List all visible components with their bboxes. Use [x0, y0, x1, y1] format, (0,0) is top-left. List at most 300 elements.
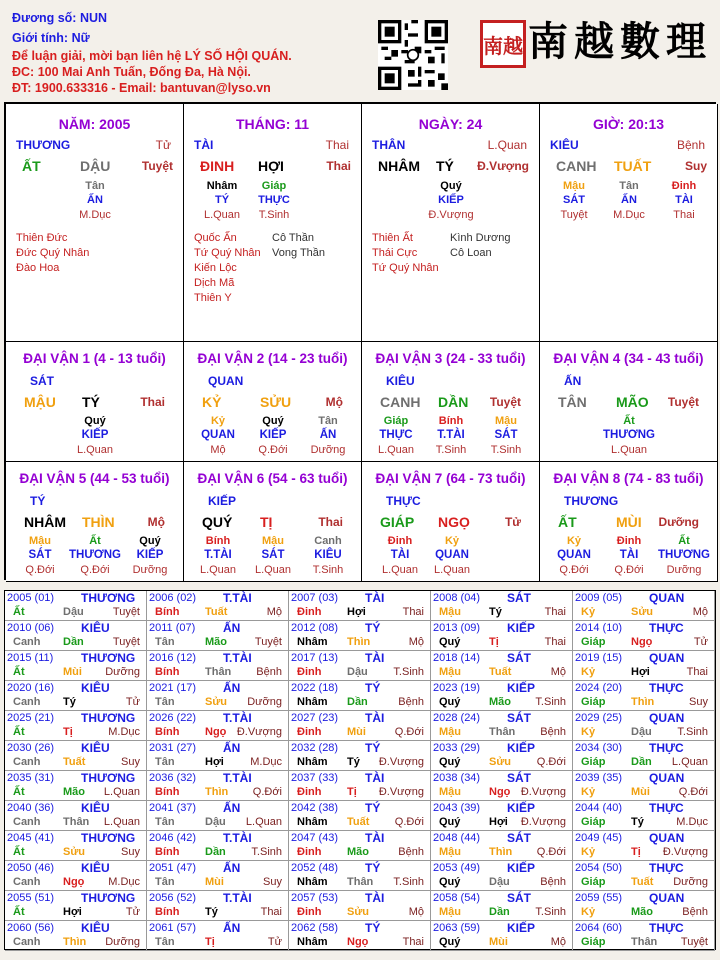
- year-branch: Hợi: [489, 816, 508, 828]
- year-cell[interactable]: [289, 711, 431, 741]
- year-label: 2046 (42): [149, 832, 197, 844]
- year-branch: Tị: [205, 936, 215, 948]
- year-stage: Tử: [267, 936, 282, 948]
- year-stem: Giáp: [581, 936, 606, 948]
- year-stage: Q.Đới: [536, 846, 566, 858]
- year-god: QUAN: [649, 771, 685, 785]
- dai-van-stem: QUÝ: [202, 514, 233, 530]
- hidden-stage: L.Quan: [203, 209, 241, 221]
- dai-van-stage: Mộ: [325, 395, 343, 409]
- hidden-god: ẤN: [87, 194, 103, 206]
- year-stage: Thai: [260, 906, 282, 918]
- hidden-stage: L.Quan: [610, 444, 648, 456]
- year-label: 2018 (14): [433, 652, 481, 664]
- dai-van-title: ĐẠI VẬN 2 (14 - 23 tuổi): [197, 351, 348, 366]
- year-cell[interactable]: [147, 711, 289, 741]
- year-god: KIÊU: [81, 921, 110, 935]
- year-label: 2013 (09): [433, 622, 481, 634]
- qr-code[interactable]: [378, 20, 448, 90]
- year-cell[interactable]: [5, 921, 147, 951]
- year-label: 2054 (50): [575, 862, 623, 874]
- year-god: KIÊU: [81, 681, 110, 695]
- year-stage: M.Dục: [108, 876, 140, 888]
- hidden-stage: T.Sinh: [258, 209, 290, 221]
- star-name: Đào Hoa: [16, 262, 60, 274]
- year-stage: M.Dục: [250, 756, 282, 768]
- year-branch: Tý: [347, 756, 360, 768]
- year-label: 2058 (54): [433, 892, 481, 904]
- year-stage: M.Dục: [676, 816, 708, 828]
- pillar-title: GIỜ: 20:13: [592, 116, 665, 132]
- hidden-stem: Tân: [619, 180, 639, 192]
- year-label: 2014 (10): [575, 622, 623, 634]
- year-god: QUAN: [649, 891, 685, 905]
- year-god: THỰC: [649, 801, 684, 815]
- year-cell[interactable]: [147, 861, 289, 891]
- year-god: THỰC: [649, 681, 684, 695]
- year-stage: Bệnh: [540, 726, 566, 738]
- year-stage: Thai: [544, 636, 566, 648]
- hidden-stem: Giáp: [261, 180, 287, 192]
- year-cell[interactable]: [147, 651, 289, 681]
- hidden-stem: Mậu: [495, 415, 517, 427]
- stars-list: [194, 231, 261, 306]
- dai-van-cell[interactable]: [540, 342, 718, 462]
- hidden-god: ẤN: [319, 429, 337, 441]
- hidden-god: KIẾP: [259, 429, 287, 441]
- year-god: KIÊU: [81, 801, 110, 815]
- dai-van-stage: Thai: [318, 515, 343, 529]
- year-label: 2011 (07): [149, 622, 196, 634]
- year-cell[interactable]: [5, 891, 147, 921]
- dai-van-god: THƯƠNG: [564, 494, 619, 508]
- year-stage: T.Sinh: [251, 846, 282, 858]
- hidden-stem: Mậu: [563, 180, 585, 192]
- hidden-stem: Mậu: [29, 535, 51, 547]
- star-name: Kình Dương: [450, 232, 511, 244]
- year-cell[interactable]: [573, 741, 715, 771]
- year-label: 2042 (38): [291, 802, 339, 814]
- year-cell[interactable]: [147, 801, 289, 831]
- year-cell[interactable]: [573, 591, 715, 621]
- hidden-stem: Tân: [318, 415, 338, 427]
- year-cell[interactable]: [289, 861, 431, 891]
- year-branch: Dần: [631, 756, 652, 768]
- year-branch: Dần: [489, 906, 510, 918]
- year-stem: Kỷ: [581, 666, 596, 678]
- year-label: 2008 (04): [433, 592, 481, 604]
- year-stem: Quý: [439, 876, 461, 888]
- year-branch: Ngọ: [205, 726, 227, 738]
- year-stem: Tân: [155, 696, 175, 708]
- year-stem: Mậu: [439, 906, 461, 918]
- year-label: 2044 (40): [575, 802, 623, 814]
- dai-van-branch: DẦN: [438, 394, 469, 410]
- year-stem: Canh: [13, 876, 41, 888]
- year-stage: L.Quan: [103, 816, 140, 828]
- year-god: KIÊU: [81, 621, 110, 635]
- year-label: 2020 (16): [7, 682, 55, 694]
- dai-van-god: ẤN: [564, 374, 582, 388]
- year-label: 2016 (12): [149, 652, 197, 664]
- year-cell[interactable]: [431, 861, 573, 891]
- year-cell[interactable]: [289, 921, 431, 951]
- year-stage: Bệnh: [398, 846, 424, 858]
- dai-van-god: SÁT: [30, 374, 54, 388]
- year-god: TÀI: [365, 591, 385, 605]
- hidden-stem: Giáp: [383, 415, 409, 427]
- year-label: 2051 (47): [149, 862, 197, 874]
- year-stage: Suy: [121, 846, 140, 858]
- year-branch: Thìn: [63, 936, 87, 948]
- year-branch: Ngọ: [347, 936, 369, 948]
- year-god: T.TÀI: [223, 831, 252, 845]
- year-stage: T.Sinh: [677, 726, 708, 738]
- year-branch: Ngọ: [63, 876, 85, 888]
- year-cell[interactable]: [289, 591, 431, 621]
- year-stem: Tân: [155, 816, 175, 828]
- year-stage: Q.Đới: [678, 786, 708, 798]
- hidden-stage: Đ.Vượng: [428, 209, 474, 221]
- hidden-god: QUAN: [557, 549, 591, 561]
- dai-van-god: TÝ: [30, 494, 46, 508]
- star-name: Cô Loan: [450, 247, 492, 259]
- year-cell[interactable]: [289, 771, 431, 801]
- year-god: TÝ: [365, 861, 381, 875]
- year-stage: Mộ: [266, 606, 282, 618]
- year-stage: Dưỡng: [105, 936, 140, 948]
- year-label: 2022 (18): [291, 682, 339, 694]
- year-cell[interactable]: [5, 801, 147, 831]
- year-god: THƯƠNG: [81, 771, 136, 785]
- year-stage: M.Dục: [108, 726, 140, 738]
- year-stage: Q.Đới: [536, 756, 566, 768]
- year-cell[interactable]: [289, 831, 431, 861]
- year-god: KIẾP: [507, 861, 536, 875]
- year-stage: Suy: [263, 876, 282, 888]
- year-god: ẤN: [223, 681, 241, 695]
- year-cell[interactable]: [289, 741, 431, 771]
- year-stem: Ất: [13, 666, 25, 678]
- year-stem: Mậu: [439, 786, 461, 798]
- hidden-stem: Nhâm: [206, 180, 238, 192]
- year-god: SÁT: [507, 591, 531, 605]
- year-cell[interactable]: [5, 621, 147, 651]
- year-branch: Thìn: [205, 786, 229, 798]
- year-stage: Thai: [544, 606, 566, 618]
- year-branch: Hợi: [347, 606, 366, 618]
- year-branch: Ngọ: [489, 786, 511, 798]
- year-cell[interactable]: [289, 651, 431, 681]
- year-branch: Tuất: [205, 606, 228, 618]
- year-cell[interactable]: [5, 651, 147, 681]
- year-cell[interactable]: [5, 741, 147, 771]
- hidden-stage: Thai: [673, 209, 695, 221]
- year-god: THƯƠNG: [81, 891, 136, 905]
- pillar-branch: DẬU: [80, 158, 111, 174]
- year-branch: Mão: [489, 696, 511, 708]
- hidden-god: T.TÀI: [437, 429, 465, 441]
- stars-list-2: [450, 231, 510, 261]
- year-branch: Dậu: [631, 726, 652, 738]
- year-cell[interactable]: [5, 591, 147, 621]
- hidden-stem: Quý: [262, 415, 284, 427]
- hidden-god: THỰC: [379, 429, 413, 441]
- year-cell[interactable]: [5, 711, 147, 741]
- pillar-stem: CANH: [556, 158, 597, 174]
- year-label: 2038 (34): [433, 772, 481, 784]
- year-label: 2053 (49): [433, 862, 481, 874]
- year-stage: Đ.Vượng: [520, 816, 566, 828]
- hidden-stage: L.Quan: [377, 444, 415, 456]
- year-god: KIẾP: [507, 801, 536, 815]
- year-god: KIẾP: [507, 921, 536, 935]
- year-god: THƯƠNG: [81, 591, 136, 605]
- hidden-stem: Ất: [623, 415, 635, 427]
- year-cell[interactable]: [147, 831, 289, 861]
- hidden-stage: Dưỡng: [666, 564, 702, 576]
- star-name: Thái Cực: [372, 247, 418, 259]
- year-god: THƯƠNG: [81, 651, 136, 665]
- chart-grid: [4, 102, 716, 580]
- year-stage: Mộ: [550, 936, 566, 948]
- dai-van-cell[interactable]: [540, 462, 718, 582]
- hidden-stage: T.Sinh: [435, 444, 467, 456]
- year-stage: L.Quan: [671, 756, 708, 768]
- year-branch: Mão: [631, 906, 653, 918]
- hidden-stage: L.Quan: [254, 564, 292, 576]
- year-label: 2048 (44): [433, 832, 481, 844]
- year-cell[interactable]: [573, 921, 715, 951]
- year-branch: Mão: [63, 786, 85, 798]
- year-label: 2028 (24): [433, 712, 481, 724]
- year-label: 2034 (30): [575, 742, 623, 754]
- year-branch: Thân: [489, 726, 516, 738]
- year-label: 2032 (28): [291, 742, 339, 754]
- year-cell[interactable]: [431, 621, 573, 651]
- year-stage: Suy: [689, 696, 708, 708]
- year-stage: Thai: [686, 666, 708, 678]
- dai-van-stage: Tử: [504, 515, 521, 529]
- year-cell[interactable]: [147, 591, 289, 621]
- pillar-title: NGÀY: 24: [418, 116, 483, 132]
- year-god: THỰC: [649, 861, 684, 875]
- year-stem: Bính: [155, 606, 180, 618]
- year-label: 2010 (06): [7, 622, 55, 634]
- year-cell[interactable]: [573, 651, 715, 681]
- year-label: 2062 (58): [291, 922, 339, 934]
- year-cell[interactable]: [147, 921, 289, 951]
- year-cell[interactable]: [573, 861, 715, 891]
- year-cell[interactable]: [147, 621, 289, 651]
- year-stem: Kỷ: [581, 906, 596, 918]
- pillar-cell: [184, 104, 362, 342]
- year-god: TÝ: [365, 921, 381, 935]
- year-label: 2043 (39): [433, 802, 481, 814]
- year-cell[interactable]: [431, 921, 573, 951]
- year-cell[interactable]: [431, 771, 573, 801]
- hidden-god: THƯƠNG: [658, 549, 710, 561]
- year-stage: Dưỡng: [247, 696, 282, 708]
- year-branch: Tị: [347, 786, 357, 798]
- stars-list: [372, 231, 439, 276]
- hidden-stem: Canh: [314, 535, 342, 547]
- dai-van-title: ĐẠI VẬN 1 (4 - 13 tuổi): [23, 351, 166, 366]
- hidden-stem: Bính: [438, 415, 464, 427]
- star-name: Thiên Đức: [16, 232, 68, 244]
- dai-van-stage: Tuyệt: [667, 395, 699, 409]
- hidden-stage: T.Sinh: [312, 564, 344, 576]
- year-cell[interactable]: [431, 681, 573, 711]
- year-cell[interactable]: [289, 681, 431, 711]
- year-cell[interactable]: [431, 591, 573, 621]
- year-stem: Bính: [155, 846, 180, 858]
- year-stem: Canh: [13, 696, 41, 708]
- year-god: ẤN: [223, 741, 241, 755]
- pillar-god: THÂN: [372, 138, 406, 152]
- pillar-stem: ĐINH: [200, 158, 235, 174]
- year-branch: Mùi: [489, 936, 508, 948]
- year-stem: Nhâm: [297, 636, 328, 648]
- year-stem: Ất: [13, 606, 25, 618]
- hidden-god: QUAN: [435, 549, 469, 561]
- year-label: 2024 (20): [575, 682, 623, 694]
- hidden-stage: Q.Đới: [258, 444, 288, 456]
- dai-van-god: KIẾP: [208, 494, 237, 508]
- hidden-stem: Quý: [440, 180, 462, 192]
- year-god: TÀI: [365, 891, 385, 905]
- year-cell[interactable]: [147, 891, 289, 921]
- hidden-stem: Đinh: [671, 180, 697, 192]
- year-label: 2057 (53): [291, 892, 339, 904]
- year-cell[interactable]: [431, 741, 573, 771]
- year-cell[interactable]: [431, 801, 573, 831]
- dai-van-cell[interactable]: [6, 342, 184, 462]
- year-cell[interactable]: [289, 891, 431, 921]
- dai-van-title: ĐẠI VẬN 6 (54 - 63 tuổi): [197, 471, 348, 486]
- year-label: 2052 (48): [291, 862, 339, 874]
- year-branch: Thân: [631, 936, 658, 948]
- year-stem: Bính: [155, 666, 180, 678]
- year-branch: Dậu: [347, 666, 368, 678]
- year-label: 2023 (19): [433, 682, 481, 694]
- year-stem: Nhâm: [297, 936, 328, 948]
- year-cell[interactable]: [5, 771, 147, 801]
- year-god: ẤN: [223, 861, 241, 875]
- pillar-branch-stage: Thai: [326, 159, 351, 173]
- year-cell[interactable]: [5, 681, 147, 711]
- dai-van-cell[interactable]: [184, 342, 362, 462]
- year-label: 2064 (60): [575, 922, 623, 934]
- year-god: T.TÀI: [223, 651, 252, 665]
- year-branch: Mùi: [63, 666, 82, 678]
- hidden-stage: L.Quan: [76, 444, 114, 456]
- year-stage: T.Sinh: [535, 696, 566, 708]
- year-cell[interactable]: [573, 801, 715, 831]
- dai-van-title: ĐẠI VẬN 8 (74 - 83 tuổi): [553, 471, 704, 486]
- dai-van-cell[interactable]: [362, 342, 540, 462]
- year-stage: Mộ: [408, 636, 424, 648]
- year-god: TÀI: [365, 651, 385, 665]
- dai-van-branch: TỊ: [260, 514, 273, 530]
- hidden-stage: L.Quan: [199, 564, 237, 576]
- year-cell[interactable]: [573, 711, 715, 741]
- pillar-title: THÁNG: 11: [235, 116, 310, 132]
- year-label: 2061 (57): [149, 922, 197, 934]
- year-cell[interactable]: [431, 711, 573, 741]
- year-branch: Dần: [205, 846, 226, 858]
- year-branch: Thân: [347, 876, 374, 888]
- year-stem: Quý: [439, 696, 461, 708]
- year-cell[interactable]: [5, 831, 147, 861]
- year-cell[interactable]: [573, 621, 715, 651]
- dai-van-cell[interactable]: [362, 462, 540, 582]
- year-stem: Mậu: [439, 606, 461, 618]
- year-stage: Q.Đới: [252, 786, 282, 798]
- star-name: Thiên Y: [194, 292, 232, 304]
- year-label: 2015 (11): [7, 652, 54, 664]
- dai-van-stage: Tuyệt: [489, 395, 521, 409]
- hidden-god: ẤN: [621, 194, 637, 206]
- year-branch: Mùi: [631, 786, 650, 798]
- dai-van-cell[interactable]: [6, 462, 184, 582]
- dai-van-cell[interactable]: [184, 462, 362, 582]
- header: [0, 0, 720, 100]
- year-cell[interactable]: [431, 651, 573, 681]
- year-cell[interactable]: [431, 831, 573, 861]
- hidden-stage: L.Quan: [433, 564, 471, 576]
- year-label: 2012 (08): [291, 622, 339, 634]
- year-branch: Tị: [631, 846, 641, 858]
- year-cell[interactable]: [573, 831, 715, 861]
- pillar-stage: Thai: [325, 138, 349, 152]
- year-stage: Thai: [402, 936, 424, 948]
- year-cell[interactable]: [573, 681, 715, 711]
- year-cell[interactable]: [147, 681, 289, 711]
- year-stage: Q.Đới: [394, 816, 424, 828]
- year-cell[interactable]: [431, 891, 573, 921]
- pillar-god: THƯƠNG: [16, 138, 71, 152]
- year-cell[interactable]: [147, 771, 289, 801]
- year-god: TÀI: [365, 771, 385, 785]
- pillar-stem: ẤT: [22, 158, 41, 174]
- year-stem: Đinh: [297, 726, 322, 738]
- year-god: SÁT: [507, 891, 531, 905]
- hidden-stage: Q.Đới: [614, 564, 644, 576]
- year-cell[interactable]: [289, 621, 431, 651]
- year-cell[interactable]: [5, 861, 147, 891]
- year-cell[interactable]: [147, 741, 289, 771]
- year-god: SÁT: [507, 771, 531, 785]
- year-god: TÝ: [365, 801, 381, 815]
- year-label: 2060 (56): [7, 922, 55, 934]
- hidden-god: KIÊU: [314, 549, 342, 561]
- year-cell[interactable]: [573, 771, 715, 801]
- year-cell[interactable]: [289, 801, 431, 831]
- dai-van-branch: TÝ: [82, 394, 100, 410]
- year-god: SÁT: [507, 831, 531, 845]
- dai-van-stem: MẬU: [24, 394, 56, 410]
- year-branch: Mão: [347, 846, 369, 858]
- year-god: KIẾP: [507, 621, 536, 635]
- hidden-god: TÀI: [675, 194, 693, 206]
- year-stem: Tân: [155, 756, 175, 768]
- star-name: Đức Quý Nhân: [16, 247, 90, 259]
- year-god: ẤN: [223, 921, 241, 935]
- year-branch: Tị: [63, 726, 73, 738]
- year-stage: Tử: [125, 906, 140, 918]
- year-cell[interactable]: [573, 891, 715, 921]
